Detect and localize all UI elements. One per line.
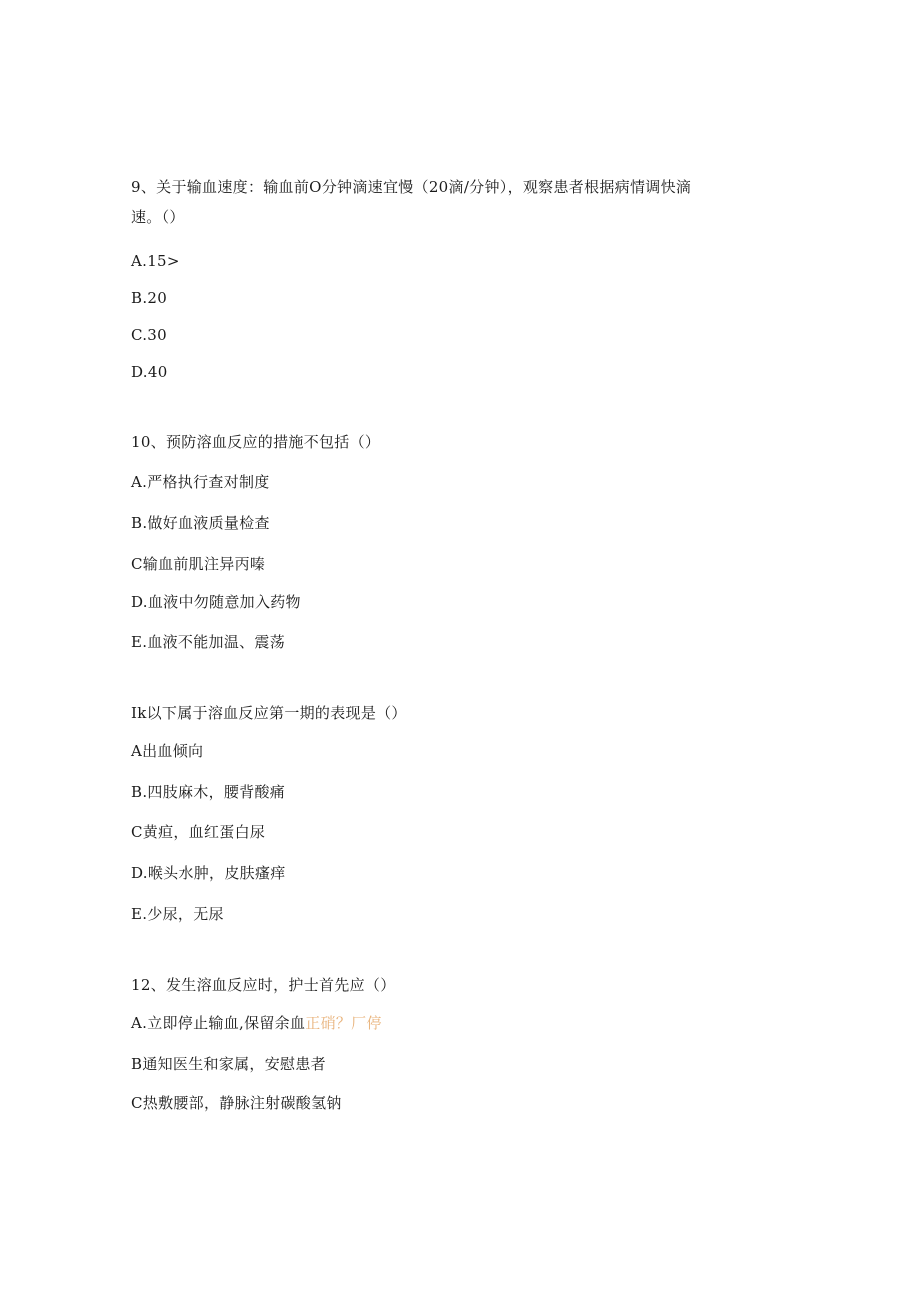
question-11-option-b: B.四肢麻木，腰背酸痛	[131, 783, 286, 801]
question-12-option-c: C热敷腰部，静脉注射碳酸氢钠	[131, 1094, 342, 1112]
handwritten-annotation: 正硝？厂停	[305, 1014, 382, 1032]
question-9-option-c: C.30	[131, 326, 167, 344]
question-12-option-b: B通知医生和家属，安慰患者	[131, 1055, 326, 1073]
question-9-option-d: D.40	[131, 363, 168, 381]
question-11-option-d: D.喉头水肿，皮肤瘙痒	[131, 864, 286, 882]
question-12-text: 12、发生溶血反应时，护士首先应（）	[131, 976, 396, 994]
question-10-option-b: B.做好血液质量检查	[131, 514, 270, 532]
question-10-text: 10、预防溶血反应的措施不包括（）	[131, 433, 381, 451]
question-11-text: Ik以下属于溶血反应第一期的表现是（）	[131, 704, 407, 722]
question-11-option-c: C黄疸，血红蛋白尿	[131, 823, 266, 841]
question-11-option-e: E.少尿，无尿	[131, 905, 224, 923]
question-11-option-a: A出血倾向	[131, 742, 204, 760]
question-9-text-line-2: 速。（）	[131, 208, 185, 226]
question-10-option-c: C输血前肌注异丙嗪	[131, 555, 266, 573]
question-10-option-a: A.严格执行查对制度	[131, 473, 270, 491]
question-10-option-e: E.血液不能加温、震荡	[131, 633, 286, 651]
question-10-option-d: D.血液中勿随意加入药物	[131, 593, 301, 611]
question-12-option-a: A.立即停止输血,保留余血	[131, 1014, 306, 1032]
question-9-text-line-1: 9、关于输血速度：输血前O分钟滴速宜慢（20滴/分钟），观察患者根据病情调快滴	[131, 178, 692, 196]
question-9-option-a: A.15>	[131, 252, 180, 270]
question-12-option-a-row	[131, 1013, 382, 1033]
question-9-option-b: B.20	[131, 289, 168, 307]
